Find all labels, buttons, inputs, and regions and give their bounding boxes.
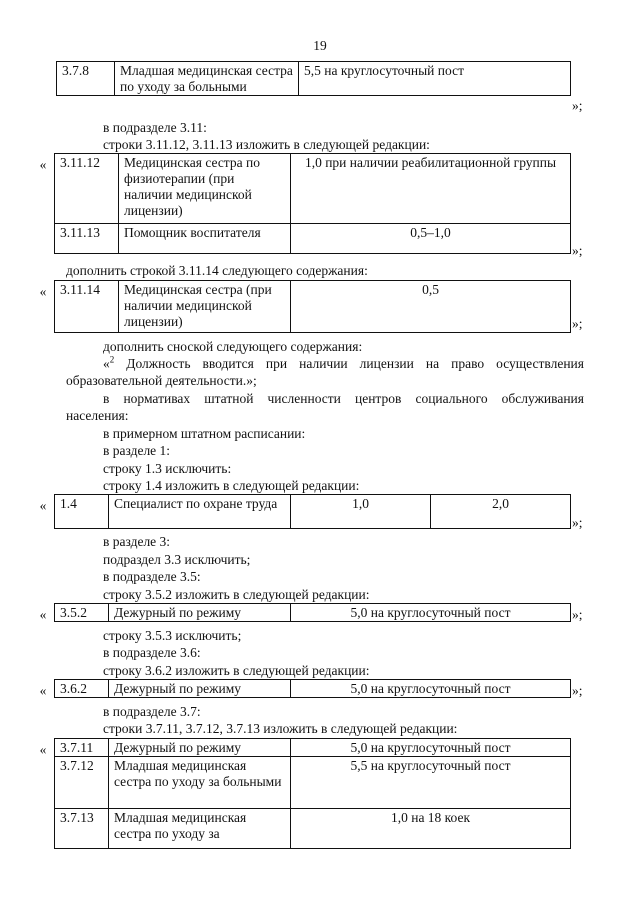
closing-quote: »; bbox=[572, 98, 583, 113]
position-name: Дежурный по режиму bbox=[109, 739, 291, 757]
paragraph: в подразделе 3.11: bbox=[103, 120, 207, 135]
staff-value: 5,0 на круглосуточный пост bbox=[291, 739, 571, 757]
position-name: Медицинская сестра по физиотерапии (при наличии медицинской лицензии) bbox=[119, 154, 291, 224]
closing-quote: »; bbox=[572, 683, 583, 698]
position-name: Младшая медицинская сестра по уходу за больными bbox=[109, 757, 291, 809]
row-number: 3.6.2 bbox=[55, 680, 109, 698]
table-row-3-7-8 bbox=[56, 61, 571, 96]
table-row bbox=[57, 62, 571, 96]
footnote-mark: 2 bbox=[109, 354, 115, 365]
row-number: 3.7.11 bbox=[55, 739, 109, 757]
paragraph: строки 3.11.12, 3.11.13 изложить в следующей редакции: bbox=[103, 137, 430, 152]
staff-value: 5,0 на круглосуточный пост bbox=[291, 604, 571, 622]
opening-quote: « bbox=[39, 742, 47, 757]
table-1-4 bbox=[54, 494, 571, 529]
table-row bbox=[55, 809, 571, 849]
row-number: 3.7.8 bbox=[57, 62, 115, 96]
table-row bbox=[55, 604, 571, 622]
position-name: Младшая медицинская сестра по уходу за больными bbox=[115, 62, 299, 96]
table-3-11 bbox=[54, 153, 571, 254]
table-3-11-14 bbox=[54, 280, 571, 333]
row-number: 3.5.2 bbox=[55, 604, 109, 622]
staff-value: 5,5 на круглосуточный пост bbox=[291, 757, 571, 809]
table-row bbox=[55, 680, 571, 698]
paragraph: строку 3.5.2 изложить в следующей редакции: bbox=[103, 587, 370, 602]
table-row bbox=[55, 739, 571, 757]
paragraph: строки 3.7.11, 3.7.12, 3.7.13 изложить в следующей редакции: bbox=[103, 721, 458, 736]
table-row bbox=[55, 281, 571, 333]
paragraph: строку 1.3 исключить: bbox=[103, 461, 232, 476]
page-number: 19 bbox=[313, 38, 327, 53]
paragraph: в подразделе 3.7: bbox=[103, 704, 201, 719]
row-number: 3.11.12 bbox=[55, 154, 119, 224]
position-name: Дежурный по режиму bbox=[109, 680, 291, 698]
table-row bbox=[55, 757, 571, 809]
opening-quote: « bbox=[103, 356, 110, 371]
closing-quote: »; bbox=[572, 243, 583, 258]
closing-quote: »; bbox=[572, 316, 583, 331]
paragraph: подраздел 3.3 исключить; bbox=[103, 552, 251, 567]
opening-quote: « bbox=[39, 157, 47, 172]
paragraph: в подразделе 3.5: bbox=[103, 569, 201, 584]
staff-value: 5,5 на круглосуточный пост bbox=[299, 62, 571, 96]
position-name: Медицинская сестра (при наличии медицинской лицензии) bbox=[119, 281, 291, 333]
opening-quote: « bbox=[39, 284, 47, 299]
row-number: 3.7.12 bbox=[55, 757, 109, 809]
position-name: Младшая медицинская сестра по уходу за bbox=[109, 809, 291, 849]
paragraph: в примерном штатном расписании: bbox=[103, 426, 306, 441]
paragraph: строку 3.6.2 изложить в следующей редакции: bbox=[103, 663, 370, 678]
paragraph: в подразделе 3.6: bbox=[103, 645, 201, 660]
paragraph: в разделе 3: bbox=[103, 534, 171, 549]
footnote-text bbox=[66, 355, 584, 389]
opening-quote: « bbox=[39, 498, 47, 513]
paragraph: строку 3.5.3 исключить; bbox=[103, 628, 242, 643]
staff-value: 0,5–1,0 bbox=[291, 224, 571, 254]
staff-value: 1,0 при наличии реабилитационной группы bbox=[291, 154, 571, 224]
row-number: 3.7.13 bbox=[55, 809, 109, 849]
table-3-6-2 bbox=[54, 679, 571, 698]
paragraph: дополнить сноской следующего содержания: bbox=[103, 339, 363, 354]
staff-value-2: 2,0 bbox=[431, 495, 571, 529]
position-name: Специалист по охране труда bbox=[109, 495, 291, 529]
paragraph: в нормативах штатной численности центров социального обслуживания населения: bbox=[66, 391, 584, 423]
paragraph: дополнить строкой 3.11.14 следующего содержания: bbox=[66, 263, 368, 278]
closing-quote: »; bbox=[572, 515, 583, 530]
staff-value: 5,0 на круглосуточный пост bbox=[291, 680, 571, 698]
staff-value-1: 1,0 bbox=[291, 495, 431, 529]
row-number: 3.11.13 bbox=[55, 224, 119, 254]
closing-quote: »; bbox=[572, 607, 583, 622]
table-3-7 bbox=[54, 738, 571, 849]
paragraph: в разделе 1: bbox=[103, 443, 171, 458]
position-name: Помощник воспитателя bbox=[119, 224, 291, 254]
position-name: Дежурный по режиму bbox=[109, 604, 291, 622]
staff-value: 0,5 bbox=[291, 281, 571, 333]
paragraph: строку 1.4 изложить в следующей редакции: bbox=[103, 478, 360, 493]
table-row bbox=[55, 224, 571, 254]
table-3-5-2 bbox=[54, 603, 571, 622]
table-row bbox=[55, 495, 571, 529]
opening-quote: « bbox=[39, 607, 47, 622]
table-row bbox=[55, 154, 571, 224]
row-number: 1.4 bbox=[55, 495, 109, 529]
footnote-body: Должность вводится при наличии лицензии на право осуществления образовательной деятельности.»; bbox=[66, 356, 584, 388]
staff-value: 1,0 на 18 коек bbox=[291, 809, 571, 849]
row-number: 3.11.14 bbox=[55, 281, 119, 333]
opening-quote: « bbox=[39, 683, 47, 698]
